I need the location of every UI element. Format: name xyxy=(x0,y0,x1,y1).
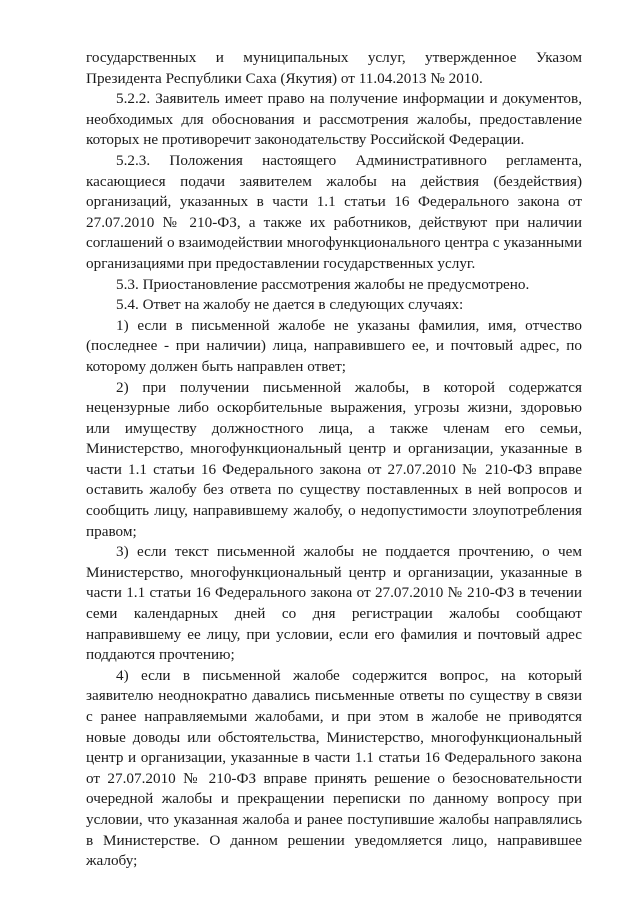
paragraph-5-4: 5.4. Ответ на жалобу не дается в следующих случаях: xyxy=(116,296,464,314)
paragraph-5-2-2: 5.2.2. Заявитель имеет право на получение информации и документов, необходимых для обоснования и рассмотрения жалобы, предоставление которых не противоречит законодательству Российской Федерации. xyxy=(86,90,582,149)
list-item-3: 3) если текст письменной жалобы не поддается прочтению, о чем Министерство, многофункциональный центр и организации, указанные в части 1.1 статьи 16 Федерального закона от 27.07.2010 № 210-ФЗ в течении семи календарных дней со дня регистрации жалобы сообщают направившему ее лицу, при условии, если его фамилия и почтовый адрес поддаются прочтению; xyxy=(86,543,582,664)
paragraph-5-2-3: 5.2.3. Положения настоящего Административного регламента, касающиеся подачи заявителем жалобы на действия (бездействия) организаций, указанных в части 1.1 статьи 16 Федерального закона от 27.07.2010 № 210-ФЗ, а также их работников, действуют при наличии соглашений о взаимодействии многофункционального центра с указанными организациями при предоставлении государственных услуг. xyxy=(86,151,582,272)
paragraph-5-3: 5.3. Приостановление рассмотрения жалобы не предусмотрено. xyxy=(116,275,530,293)
paragraph-continuation: государственных и муниципальных услуг, утвержденное Указом Президента Республики Саха (Якутия) от 11.04.2013 № 2010. xyxy=(86,49,582,87)
document-body xyxy=(86,48,582,872)
list-item-4: 4) если в письменной жалобе содержится вопрос, на который заявителю неоднократно давались письменные ответы по существу в связи с ранее направляемыми жалобами, и при этом в жалобе не приводятся новые доводы или обстоятельства, Министерство, многофункциональный центр и организации, указанные в части 1.1 статьи 16 Федерального закона от 27.07.2010 № 210-ФЗ вправе принять решение о безосновательности очередной жалобы и прекращении переписки по данному вопросу при условии, что указанная жалоба и ранее поступившие жалобы направлялись в Министерстве. О данном решении уведомляется лицо, направившее жалобу; xyxy=(86,666,582,870)
list-item-1: 1) если в письменной жалобе не указаны фамилия, имя, отчество (последнее - при наличии) лица, направившего ее, и почтовый адрес, по которому должен быть направлен ответ; xyxy=(86,316,582,375)
list-item-2: 2) при получении письменной жалобы, в которой содержатся нецензурные либо оскорбительные выражения, угрозы жизни, здоровью или имуществу должностного лица, а также членам его семьи, Министерство, многофункциональный центр и организации, указанные в части 1.1 статьи 16 Федерального закона от 27.07.2010 № 210-ФЗ вправе оставить жалобу без ответа по существу поставленных в ней вопросов и сообщить лицу, направившему жалобу, о недопустимости злоупотребления правом; xyxy=(86,378,582,540)
